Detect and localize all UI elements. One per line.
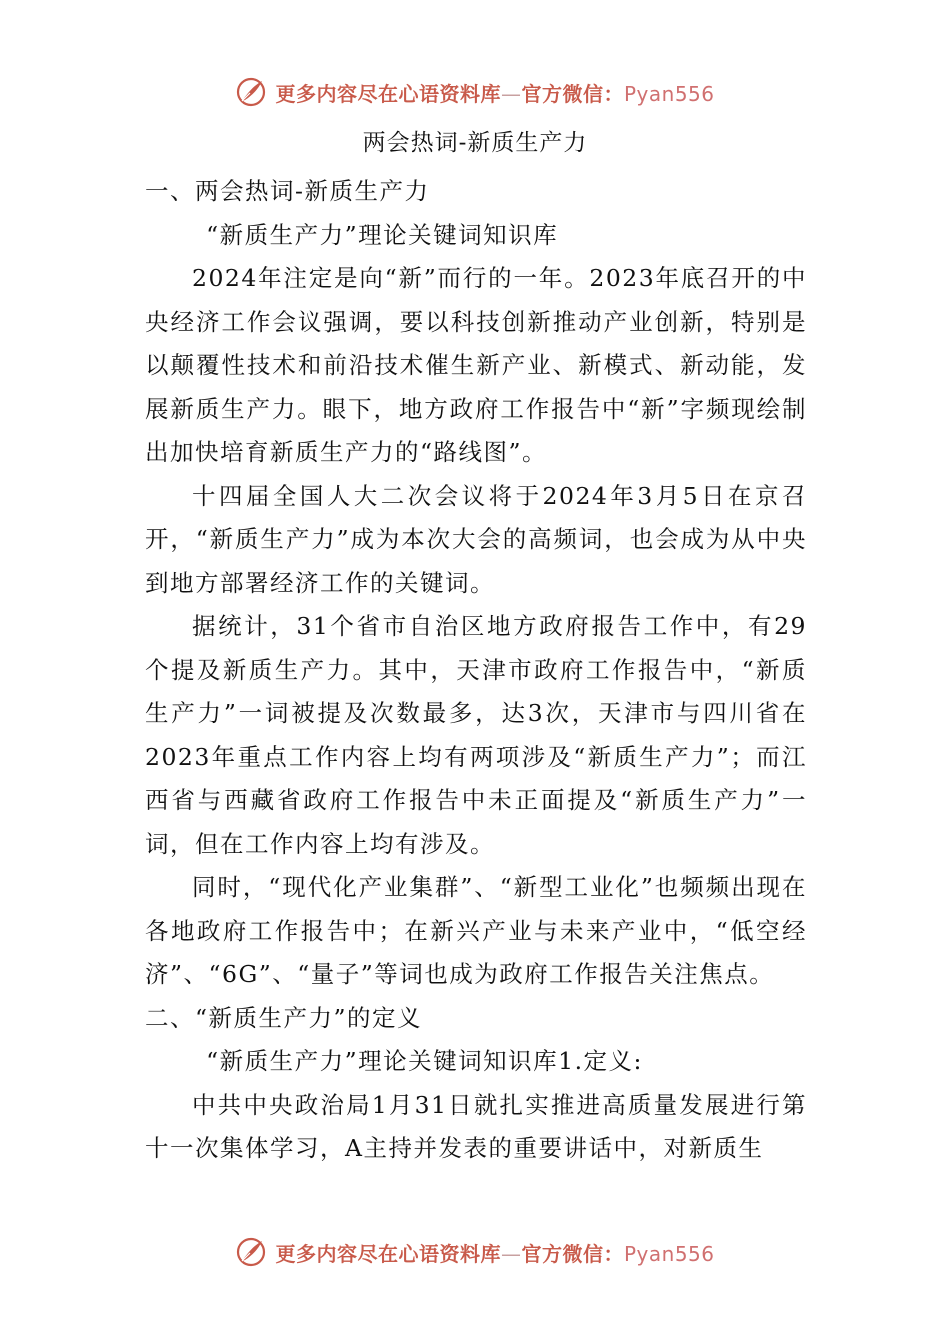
watermark-text: 更多内容尽在心语资料库—官方微信：Pyan556 xyxy=(275,81,715,106)
watermark-footer xyxy=(0,1232,950,1272)
paragraph: 十四届全国人大二次会议将于2024年3月5日在京召开，“新质生产力”成为本次大会的高频词，也会成为从中央到地方部署经济工作的关键词。 xyxy=(145,481,807,597)
subheading: “新质生产力”理论关键词知识库1.定义: xyxy=(206,1047,643,1075)
document-body xyxy=(145,170,807,1171)
section-heading: 二、“新质生产力”的定义 xyxy=(145,1003,423,1032)
paragraph: 2024年注定是向“新”而行的一年。2023年底召开的中央经济工作会议强调，要以科技创新推动产业创新，特别是以颠覆性技术和前沿技术催生新产业、新模式、新动能，发展新质生产力。眼下，地方政府工作报告中“新”字频现绘制出加快培育新质生产力的“路线图”。 xyxy=(145,264,807,466)
feather-pen-logo-icon xyxy=(235,1236,267,1268)
paragraph: 同时，“现代化产业集群”、“新型工业化”也频频出现在各地政府工作报告中；在新兴产业与未来产业中，“低空经济”、“6G”、“量子”等词也成为政府工作报告关注焦点。 xyxy=(145,873,807,988)
document-title: 两会热词-新质生产力 xyxy=(362,130,588,156)
subheading: “新质生产力”理论关键词知识库 xyxy=(206,220,559,249)
feather-pen-logo-icon xyxy=(235,76,267,108)
watermark-header xyxy=(0,72,950,112)
watermark-text: 更多内容尽在心语资料库—官方微信：Pyan556 xyxy=(275,1241,715,1266)
paragraph: 中共中央政治局1月31日就扎实推进高质量发展进行第十一次集体学习，A主持并发表的重要讲话中，对新质生 xyxy=(145,1090,807,1162)
section-heading: 一、两会热词-新质生产力 xyxy=(145,177,430,205)
paragraph: 据统计，31个省市自治区地方政府报告工作中，有29个提及新质生产力。其中，天津市政府工作报告中，“新质生产力”一词被提及次数最多，达3次，天津市与四川省在2023年重点工作内容上均有两项涉及“新质生产力”；而江西省与西藏省政府工作报告中未正面提及“新质生产力”一词，但在工作内容上均有涉及。 xyxy=(145,612,807,858)
